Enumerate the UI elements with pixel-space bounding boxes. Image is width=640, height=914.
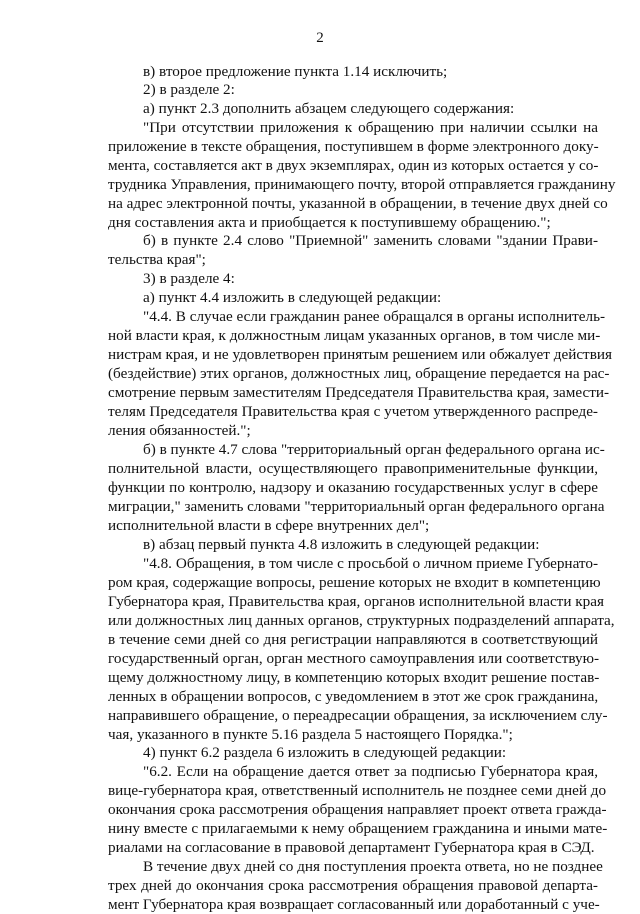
text-line: окончания срока рассмотрения обращения направляет проект ответа гражда-: [108, 801, 607, 818]
text-line: "6.2. Если на обращение дается ответ за подписью Губернатора края,: [143, 763, 598, 780]
text-line: в) абзац первый пункта 4.8 изложить в следующей редакции:: [143, 536, 540, 553]
text-line: б) в пункте 4.7 слова "территориальный орган федерального органа ис-: [143, 441, 605, 458]
text-line: функции по контролю, надзору и оказанию государственных услуг в сфере: [108, 479, 598, 496]
text-line: ления обязанностей.";: [108, 422, 251, 439]
text-line: приложение в тексте обращения, поступившем в форме электронного доку-: [108, 138, 599, 155]
text-line: мент Губернатора края возвращает согласованный или доработанный с уче-: [108, 896, 600, 913]
text-line: чая, указанного в пункте 5.16 раздела 5 настоящего Порядка.";: [108, 726, 513, 743]
text-line: "При отсутствии приложения к обращению при наличии ссылки на: [143, 119, 598, 136]
text-line: или должностных лиц данных органов, структурных подразделений аппарата,: [108, 612, 615, 629]
text-line: нистрам края, и не удовлетворен принятым решением или обжалует действия: [108, 346, 612, 363]
page-number: 2: [316, 30, 324, 46]
text-line: мента, составляется акт в двух экземплярах, один из которых остается у со-: [108, 157, 599, 174]
text-line: "4.4. В случае если гражданин ранее обращался в органы исполнитель-: [143, 308, 606, 325]
text-line: Губернатора края, Правительства края, органов исполнительной власти края: [108, 593, 604, 610]
text-line: вице-губернатора края, ответственный исполнитель не позднее семи дней до: [108, 782, 607, 799]
text-line: ленных в обращении вопросов, с уведомлением в этот же срок гражданина,: [108, 688, 599, 705]
text-line: ной власти края, к должностным лицам указанных органов, в том числе ми-: [108, 327, 601, 344]
text-line: дня составления акта и приобщается к поступившему обращению.";: [108, 214, 551, 231]
text-line: щему должностному лицу, в компетенцию которых входит решение постав-: [108, 669, 600, 686]
text-line: а) пункт 4.4 изложить в следующей редакции:: [143, 289, 442, 306]
text-line: смотрение первым заместителям Председателя Правительства края, замести-: [108, 384, 610, 401]
text-line: на адрес электронной почты, указанной в обращении, в течение двух дней со: [108, 195, 608, 212]
text-line: в) второе предложение пункта 1.14 исключить;: [143, 63, 448, 80]
text-line: телям Председателя Правительства края с учетом утвержденного распреде-: [108, 403, 598, 420]
text-line: трех дней до окончания срока рассмотрения обращения правовой департа-: [108, 877, 598, 894]
text-line: исполнительной власти в сфере внутренних дел";: [108, 517, 430, 534]
text-line: направившего обращение, о переадресации обращения, за исключением слу-: [108, 707, 608, 724]
text-line: ром края, содержащие вопросы, решение которых не входит в компетенцию: [108, 574, 601, 591]
text-line: 2) в разделе 2:: [143, 81, 235, 98]
text-line: "4.8. Обращения, в том числе с просьбой о личном приеме Губернато-: [143, 555, 598, 572]
text-line: риалами на согласование в правовой департамент Губернатора края в СЭД.: [108, 839, 595, 856]
text-line: 4) пункт 6.2 раздела 6 изложить в следующей редакции:: [143, 744, 507, 761]
text-line: государственный орган, орган местного самоуправления или соответствую-: [108, 650, 600, 667]
text-line: в течение семи дней со дня регистрации направляются в соответствующий: [108, 631, 598, 648]
text-line: нину вместе с прилагаемыми к нему обращением гражданина и иными мате-: [108, 820, 608, 837]
text-line: а) пункт 2.3 дополнить абзацем следующего содержания:: [143, 100, 515, 117]
text-line: тельства края";: [108, 251, 206, 268]
text-line: б) в пункте 2.4 слово "Приемной" заменить словами "здании Прави-: [143, 232, 598, 249]
text-line: трудника Управления, принимающего почту, второй отправляется гражданину: [108, 176, 616, 193]
text-line: полнительной власти, осуществляющего правоприменительные функции,: [108, 460, 598, 477]
text-line: 3) в разделе 4:: [143, 270, 235, 287]
text-line: В течение двух дней со дня поступления проекта ответа, но не позднее: [143, 858, 603, 875]
text-line: миграции," заменить словами "территориальный орган федерального органа: [108, 498, 605, 515]
text-line: (бездействие) этих органов, должностных лиц, обращение передается на рас-: [108, 365, 610, 382]
